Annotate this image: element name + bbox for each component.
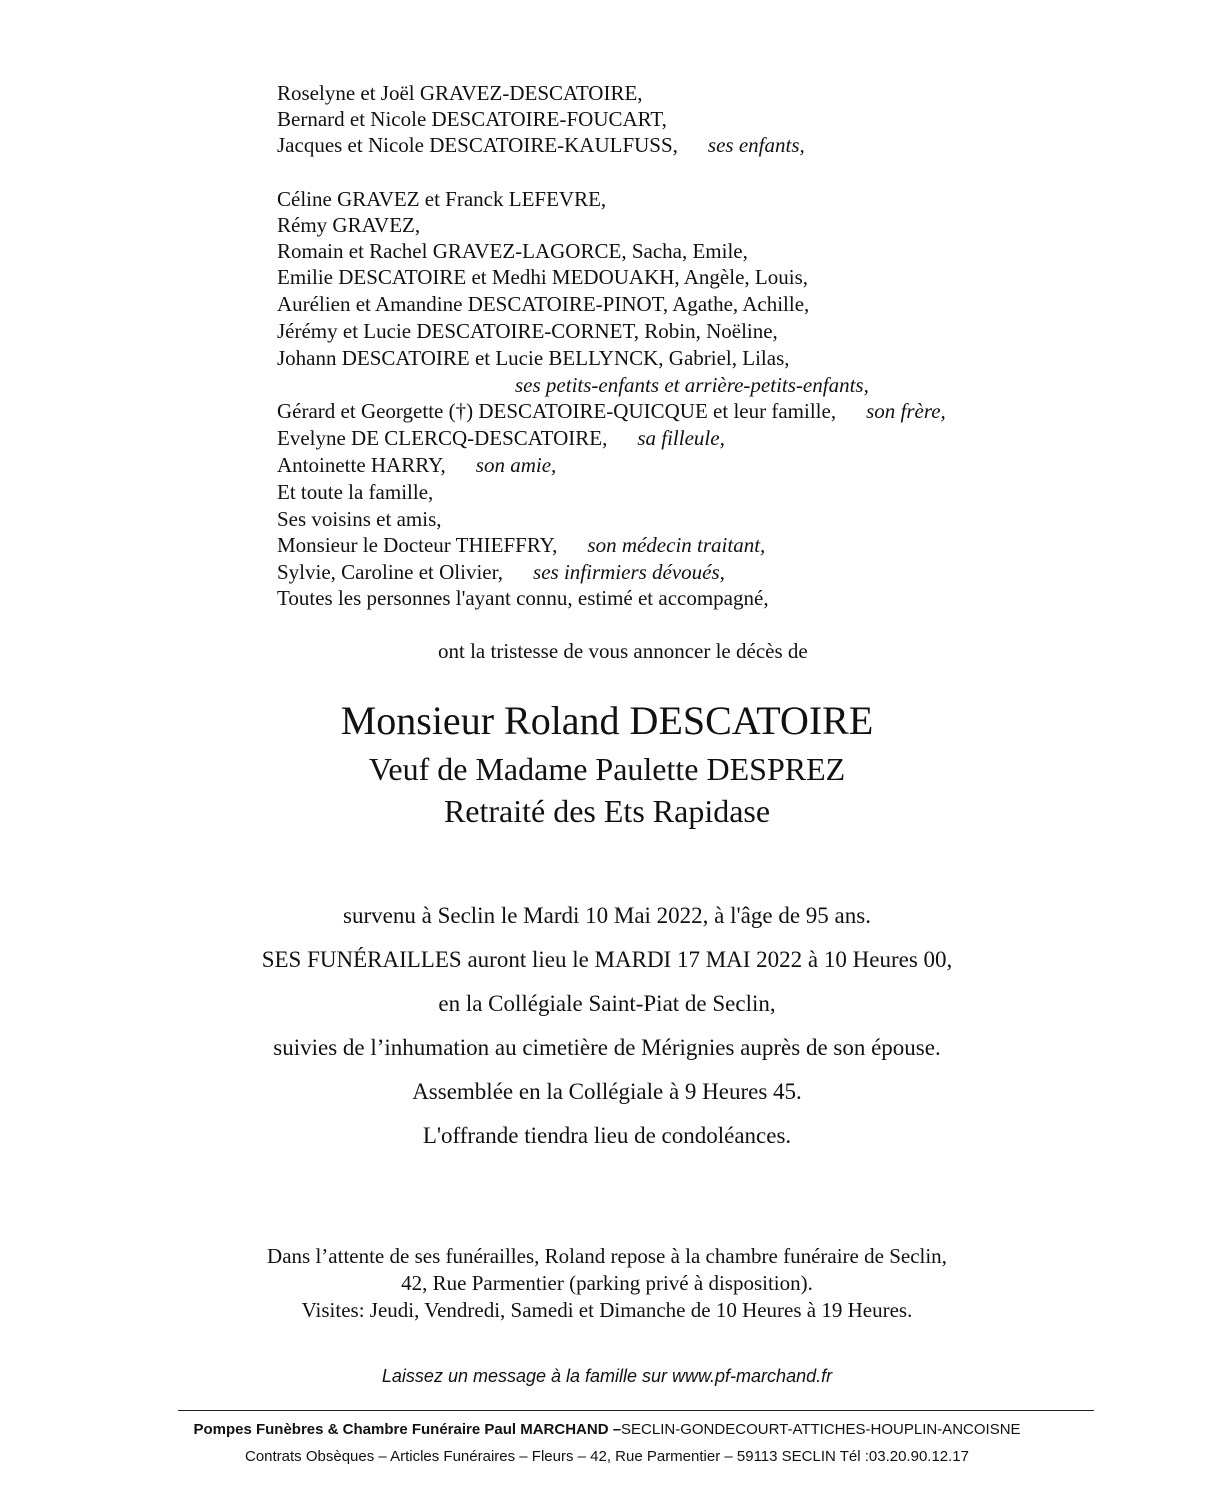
- family-line: [277, 452, 556, 478]
- family-line-text: Monsieur le Docteur THIEFFRY,: [277, 533, 558, 557]
- family-line: [277, 106, 667, 132]
- family-line-text: Ses voisins et amis,: [277, 507, 442, 531]
- family-line-text: Roselyne et Joël GRAVEZ-DESCATOIRE,: [277, 81, 643, 105]
- vigil-line: Visites: Jeudi, Vendredi, Samedi et Dimanche de 10 Heures à 19 Heures.: [301, 1298, 913, 1322]
- family-line: [277, 291, 809, 317]
- family-line-text: Antoinette HARRY,: [277, 453, 446, 477]
- family-line-text: Bernard et Nicole DESCATOIRE-FOUCART,: [277, 107, 667, 131]
- family-line-text: Johann DESCATOIRE et Lucie BELLYNCK, Gabriel, Lilas,: [277, 346, 790, 370]
- family-line: [277, 506, 442, 532]
- family-line: [277, 264, 808, 290]
- relation-note: son frère,: [866, 399, 946, 423]
- footer-details: Contrats Obsèques – Articles Funéraires – Fleurs – 42, Rue Parmentier – 59113 SECLIN Tél :03.20.90.12.17: [244, 1448, 969, 1465]
- announcement-text: ont la tristesse de vous annoncer le décès de: [438, 639, 808, 663]
- family-line: [277, 398, 946, 424]
- footer-towns: SECLIN-GONDECOURT-ATTICHES-HOUPLIN-ANCOISNE: [621, 1421, 1021, 1438]
- footer-company: Pompes Funèbres & Chambre Funéraire Paul MARCHAND –: [193, 1421, 622, 1438]
- family-line-text: Rémy GRAVEZ,: [277, 213, 421, 237]
- family-line-text: Romain et Rachel GRAVEZ-LAGORCE, Sacha, Emile,: [277, 239, 748, 263]
- relation-note: ses infirmiers dévoués,: [533, 560, 725, 584]
- relation-note: son amie,: [475, 453, 557, 477]
- family-line-text: Emilie DESCATOIRE et Medhi MEDOUAKH, Angèle, Louis,: [277, 265, 808, 289]
- family-line: [277, 532, 765, 558]
- event-line: en la Collégiale Saint-Piat de Seclin,: [438, 991, 776, 1016]
- deceased-name: Monsieur Roland DESCATOIRE: [340, 698, 874, 743]
- family-line-text: Gérard et Georgette (†) DESCATOIRE-QUICQUE et leur famille,: [277, 399, 837, 423]
- family-line-text: Sylvie, Caroline et Olivier,: [277, 560, 504, 584]
- family-line: [277, 425, 725, 451]
- online-message: Laissez un message à la famille sur www.pf-marchand.fr: [381, 1366, 833, 1386]
- family-line-text: Toutes les personnes l'ayant connu, estimé et accompagné,: [277, 586, 769, 610]
- vigil-line: 42, Rue Parmentier (parking privé à disposition).: [401, 1271, 813, 1295]
- family-line: [277, 559, 725, 585]
- family-line: [277, 186, 606, 212]
- event-line: survenu à Seclin le Mardi 10 Mai 2022, à l'âge de 95 ans.: [343, 903, 871, 928]
- family-line-text: Et toute la famille,: [277, 480, 434, 504]
- family-line-text: Evelyne DE CLERCQ-DESCATOIRE,: [277, 426, 608, 450]
- deceased-spouse: Veuf de Madame Paulette DESPREZ: [368, 751, 846, 787]
- deceased-occupation: Retraité des Ets Rapidase: [443, 793, 771, 829]
- family-line: [277, 212, 420, 238]
- family-line: [277, 132, 805, 158]
- relation-note: ses petits-enfants et arrière-petits-enfants,: [515, 373, 869, 397]
- relation-note: son médecin traitant,: [587, 533, 766, 557]
- event-line: Assemblée en la Collégiale à 9 Heures 45.: [412, 1079, 802, 1104]
- family-line: [277, 318, 778, 344]
- family-line-text: Aurélien et Amandine DESCATOIRE-PINOT, Agathe, Achille,: [277, 292, 810, 316]
- vigil-line: Dans l’attente de ses funérailles, Roland repose à la chambre funéraire de Seclin,: [267, 1244, 947, 1268]
- family-line: [277, 345, 790, 371]
- family-line-text: Jérémy et Lucie DESCATOIRE-CORNET, Robin, Noëline,: [277, 319, 778, 343]
- event-line: L'offrande tiendra lieu de condoléances.: [422, 1123, 792, 1148]
- family-line-text: Jacques et Nicole DESCATOIRE-KAULFUSS,: [277, 133, 678, 157]
- footer-divider: [178, 1410, 1094, 1411]
- event-line: SES FUNÉRAILLES auront lieu le MARDI 17 MAI 2022 à 10 Heures 00,: [261, 947, 953, 972]
- event-line: suivies de l’inhumation au cimetière de Mérignies auprès de son épouse.: [273, 1035, 941, 1060]
- family-line: [277, 479, 433, 505]
- family-line: [277, 80, 643, 106]
- family-line-text: Céline GRAVEZ et Franck LEFEVRE,: [277, 187, 607, 211]
- family-line: [277, 238, 748, 264]
- footer-company-line: [0, 1421, 1214, 1438]
- family-line: [277, 585, 769, 611]
- relation-note: ses enfants,: [707, 133, 805, 157]
- relation-note: sa filleule,: [637, 426, 725, 450]
